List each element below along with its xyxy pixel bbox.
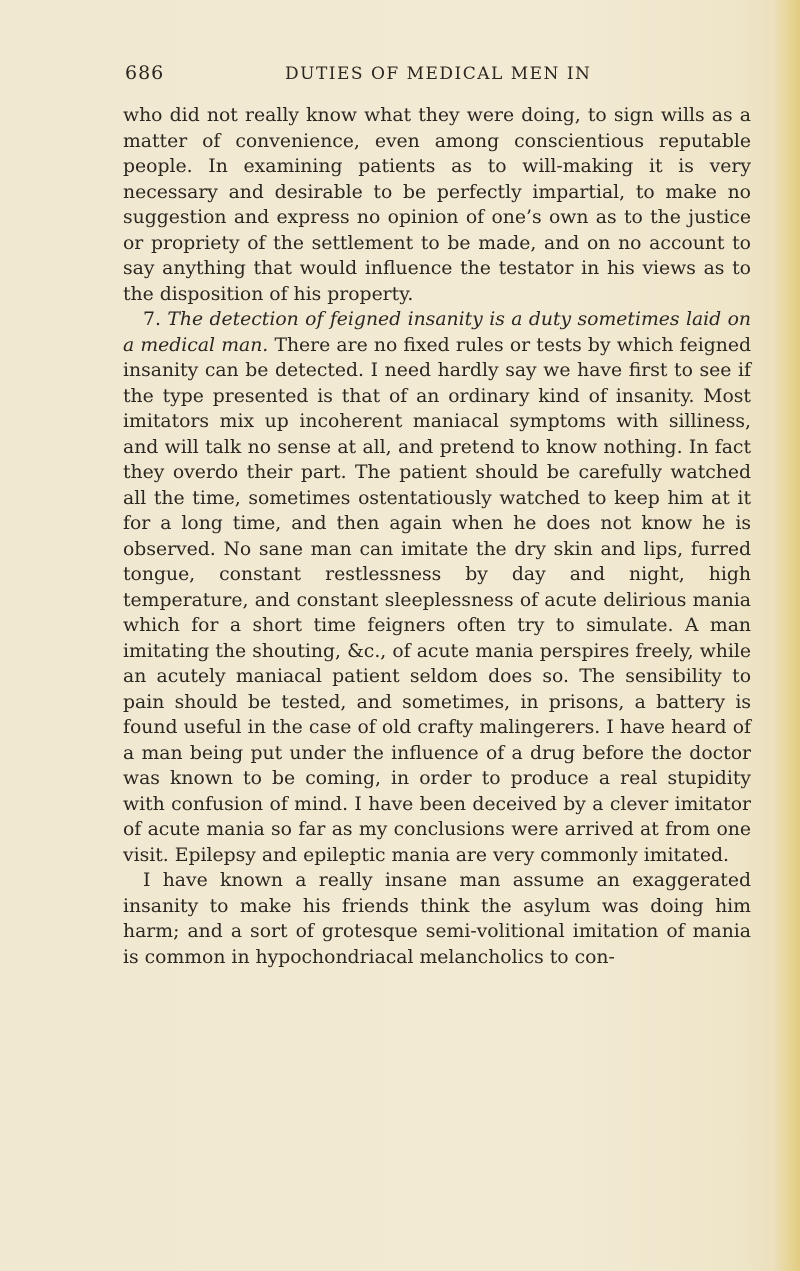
- page-edge-shadow: [774, 0, 800, 1271]
- paragraph-text: There are no fixed rules or tests by which feigned insanity can be detected. I need hardly say we have first to see if the type presented is that of an ordinary kind of insanity. Most imitators mix up incoherent maniacal symptoms with silliness, and will talk no sense at all, and pretend to know nothing. In fact they overdo their part. The patient should be carefully watched all the time, sometimes ostentatiously watched to keep him at it for a long time, and then again when he does not know he is observed. No sane man can imitate the dry skin and lips, furred tongue, constant restlessness by day and night, high temperature, and constant sleeplessness of acute delirious mania which for a short time feigners often try to simulate. A man imitating the shouting, &c., of acute mania perspires freely, while an acutely maniacal patient seldom does so. The sensibility to pain should be tested, and sometimes, in prisons, a battery is found useful in the case of old crafty malingerers. I have heard of a man being put under the influence of a drug before the doctor was known to be coming, in order to produce a real stupidity with confusion of mind. I have been deceived by a clever imitator of acute mania so far as my conclusions were arrived at from one visit. Epilepsy and epileptic mania are very commonly imitated.: [123, 334, 751, 866]
- paragraph-text: who did not really know what they were doing, to sign wills as a matter of convenience, even among conscientious reputable people. In examining patients as to will-making it is very necessary and desirable to be perfectly impartial, to make no suggestion and express no opinion of one’s own as to the justice or propriety of the settlement to be made, and on no account to say anything that would influence the testator in his views as to the disposition of his property.: [123, 105, 751, 305]
- section-number: 7.: [143, 309, 161, 330]
- body-text: [123, 103, 751, 970]
- paragraph: [123, 868, 751, 970]
- page-header: [125, 62, 745, 92]
- paragraph: [123, 103, 751, 307]
- paragraph-text: I have known a really insane man assume an exaggerated insanity to make his friends think the asylum was doing him harm; and a sort of grotesque semi-volitional imitation of mania is common in hypochondriacal melancholics to con-: [123, 870, 751, 968]
- paragraph: [123, 307, 751, 868]
- running-title: DUTIES OF MEDICAL MEN IN: [285, 64, 592, 84]
- section-heading: The detection of feigned insanity is a duty sometimes laid on a medical man.: [123, 309, 751, 356]
- page-number: 686: [125, 62, 165, 84]
